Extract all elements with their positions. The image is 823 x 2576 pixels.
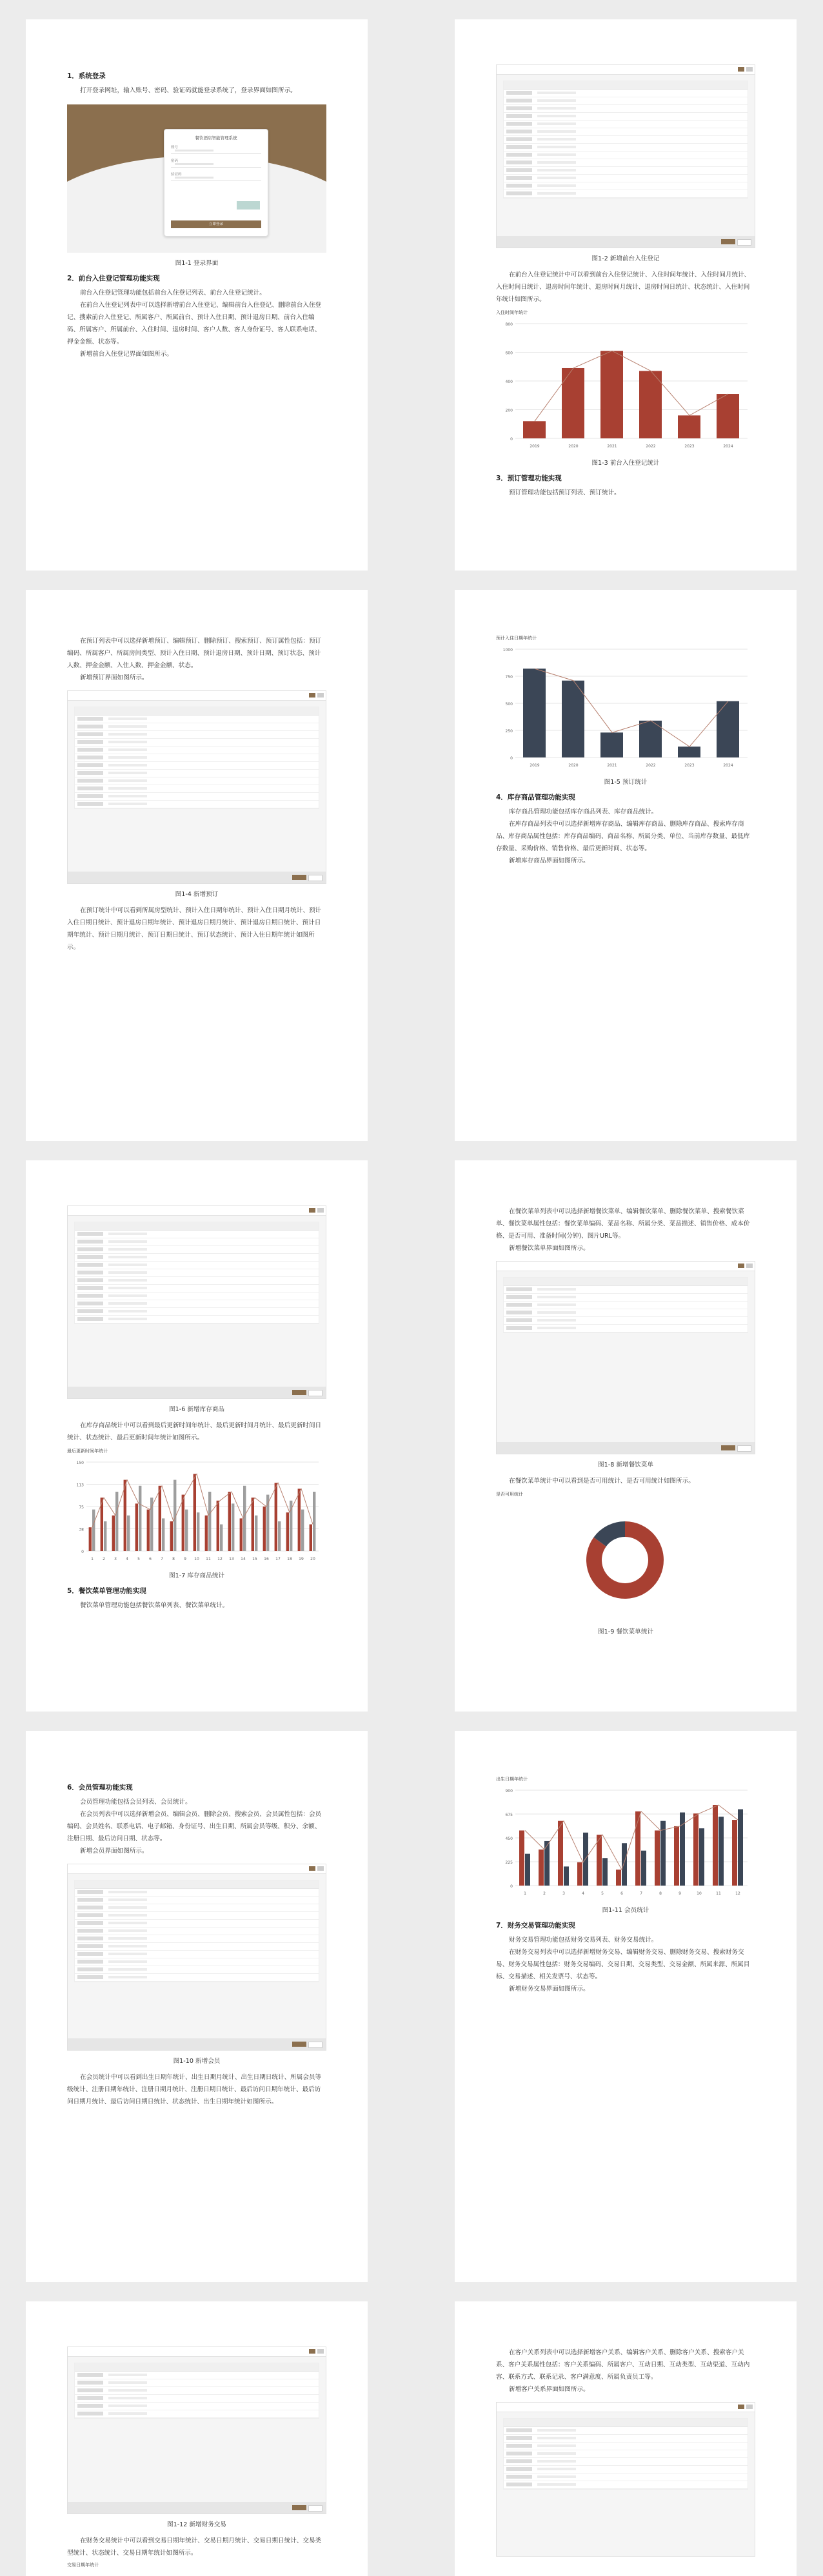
paragraph: 预订管理功能包括预订列表、预订统计。	[509, 489, 620, 496]
x-tick-label: 13	[229, 1557, 234, 1561]
paragraph: 在会员列表中可以选择新增会员、编辑会员、删除会员、搜索会员、会员属性包括：会员编码、会员姓名、联系电话、电子邮箱、身份证号、出生日期、所属会员等级、积分、余额、注册日期、最后访问日期、状态等。	[67, 1811, 322, 1842]
bar	[577, 1862, 582, 1886]
paragraph: 新增会员界面如图所示。	[80, 1848, 148, 1855]
bar	[635, 1811, 640, 1886]
x-tick-label: 6	[149, 1557, 152, 1561]
x-tick-label: 12	[735, 1891, 740, 1896]
y-tick-label: 75	[79, 1505, 84, 1510]
bar	[263, 1507, 266, 1551]
paragraph: 在预订列表中可以选择新增预订、编辑预订、删除预订、搜索预订、预订属性包括：预订编码、所属客户、所属房间类型、预计入住日期、预计退房日期、预计日期、预订状态、预计人数、押金金额、入住人数、押金金额、状态。	[67, 638, 322, 669]
submit-button[interactable]	[721, 239, 735, 244]
x-tick-label: 2	[543, 1891, 546, 1896]
x-tick-label: 10	[697, 1891, 702, 1896]
document-page-2	[455, 19, 797, 571]
bar	[678, 746, 700, 757]
x-tick-label: 2024	[723, 763, 733, 768]
y-tick-label: 225	[505, 1860, 513, 1865]
document-page-8	[455, 1731, 797, 2282]
document-page-3	[26, 590, 368, 1141]
bar	[600, 732, 623, 757]
x-tick-label: 2019	[530, 763, 540, 768]
bar	[205, 1516, 208, 1551]
x-tick-label: 20	[310, 1557, 315, 1561]
section-heading: 5．餐饮菜单管理功能实现	[67, 1587, 146, 1595]
bar-chart-2	[496, 643, 754, 772]
y-tick-label: 800	[505, 322, 513, 327]
bar	[162, 1518, 164, 1551]
document-page-10	[455, 2301, 797, 2576]
bar	[717, 701, 739, 757]
y-tick-label: 675	[505, 1813, 513, 1817]
chart-title: 交易日期年统计	[67, 2562, 99, 2568]
chart-1	[496, 309, 755, 453]
x-tick-label: 7	[640, 1891, 642, 1896]
figure-caption: 图1-8 新增餐饮菜单	[598, 1461, 653, 1469]
submit-button[interactable]	[292, 1390, 306, 1395]
bar	[208, 1492, 211, 1551]
paragraph: 在餐饮菜单列表中可以选择新增餐饮菜单、编辑餐饮菜单、删除餐饮菜单、搜索餐饮菜单、餐饮菜单属性包括：餐饮菜单编码、菜品名称、所属分类、菜品描述、销售价格、成本价格、是否可用、准备时间(分钟)、图片URL等。	[496, 1208, 750, 1240]
bar	[602, 1858, 608, 1886]
bar	[240, 1518, 243, 1551]
paragraph: 财务交易管理功能包括财务交易列表、财务交易统计。	[509, 1937, 658, 1944]
y-tick-label: 150	[76, 1461, 84, 1465]
username-label: 账号	[171, 146, 179, 150]
captcha-image[interactable]	[237, 201, 260, 210]
cancel-button[interactable]	[737, 1445, 751, 1452]
bar	[562, 368, 584, 438]
paragraph: 新增客户关系界面如图所示。	[509, 2386, 590, 2393]
bar	[278, 1521, 281, 1551]
bar	[275, 1483, 277, 1551]
x-tick-label: 2023	[684, 444, 695, 449]
chart-title: 出生日期年统计	[496, 1777, 528, 1782]
paragraph: 新增前台入住登记界面如图所示。	[80, 351, 173, 358]
section-heading: 7．财务交易管理功能实现	[496, 1922, 575, 1929]
x-tick-label: 1	[91, 1557, 94, 1561]
bar	[150, 1498, 153, 1551]
paragraph: 在会员统计中可以看到出生日期年统计、出生日期月统计、出生日期日统计、所属会员等级统计、注册日期年统计、注册日期月统计、注册日期日统计、最后访问日期年统计、最后访问日期月统计、最后访问日期日统计、状态统计、出生日期年统计如图所示。	[67, 2074, 322, 2105]
paragraph: 在预订统计中可以看到所属房型统计、预计入住日期年统计、预计入住日期月统计、预计入住日期日统计、预计退房日期年统计、预计退房日期月统计、预计退房日期日统计、预计日期年统计、预计日期月统计、预订日期日统计、预订状态统计、预计入住日期年统计如图所示。	[67, 907, 322, 951]
figure-caption: 图1-1 登录界面	[175, 260, 219, 267]
paragraph: 在库存商品列表中可以选择新增库存商品、编辑库存商品、删除库存商品、搜索库存商品、库存商品属性包括：库存商品编码、商品名称、所属分类、单位、当前库存数量、最低库存数量、采购价格、销售价格、最后更新时间、状态等。	[496, 821, 750, 852]
bar	[104, 1521, 106, 1551]
paragraph: 新增财务交易界面如图所示。	[509, 1986, 590, 1993]
y-tick-label: 0	[510, 1884, 513, 1889]
x-tick-label: 17	[275, 1557, 281, 1561]
submit-button[interactable]	[292, 2042, 306, 2047]
y-tick-label: 900	[505, 1789, 513, 1793]
x-tick-label: 11	[716, 1891, 721, 1896]
submit-button[interactable]	[292, 2505, 306, 2510]
x-tick-label: 2021	[607, 444, 617, 449]
x-tick-label: 3	[114, 1557, 117, 1561]
bar	[519, 1830, 524, 1886]
bar	[525, 1854, 530, 1886]
bar	[719, 1817, 724, 1886]
x-tick-label: 2019	[530, 444, 540, 449]
bar	[699, 1828, 704, 1886]
login-box	[164, 129, 268, 237]
bar	[693, 1813, 699, 1886]
section-heading: 6．会员管理功能实现	[67, 1784, 133, 1791]
x-tick-label: 19	[299, 1557, 304, 1561]
bar	[252, 1498, 254, 1551]
document-page-9	[26, 2301, 368, 2576]
x-tick-label: 1	[524, 1891, 526, 1896]
cancel-button[interactable]	[308, 1390, 322, 1396]
bar	[678, 415, 700, 438]
paragraph: 在客户关系列表中可以选择新增客户关系、编辑客户关系、删除客户关系、搜索客户关系、客户关系属性包括：客户关系编码、所属客户、互动日期、互动类型、互动渠道、互动内容、联系方式、联系记录、客户满意度、所属负责员工等。	[496, 2349, 750, 2381]
x-tick-label: 10	[194, 1557, 199, 1561]
x-tick-label: 8	[172, 1557, 175, 1561]
paragraph: 新增库存商品界面如图所示。	[509, 857, 590, 864]
document-page-1	[26, 19, 368, 571]
paragraph: 在前台入住登记统计中可以看到前台入住登记统计、入住时间年统计、入住时间月统计、入住时间日统计、退房时间年统计、退房时间月统计、退房时间日统计、状态统计、入住时间年统计如图所示。	[496, 271, 751, 303]
form-screenshot	[67, 690, 326, 884]
cancel-button[interactable]	[308, 2505, 322, 2512]
bar	[243, 1486, 246, 1551]
captcha-label: 验证码	[171, 173, 182, 177]
x-tick-label: 8	[659, 1891, 662, 1896]
document-page-4	[455, 590, 797, 1141]
paragraph: 在财务交易列表中可以选择新增财务交易、编辑财务交易、删除财务交易、搜索财务交易、财务交易属性包括：财务交易编码、交易日期、交易类型、交易金额、所属来源、所属目标、交易描述、相关发票号、状态等。	[496, 1949, 750, 1980]
document-page-5	[26, 1160, 368, 1712]
x-tick-label: 2024	[723, 444, 733, 449]
figure-caption: 图1-7 库存商品统计	[169, 1572, 224, 1579]
x-tick-label: 16	[264, 1557, 269, 1561]
bar	[217, 1501, 219, 1551]
x-tick-label: 15	[252, 1557, 257, 1561]
chart-5	[496, 1776, 755, 1900]
chart-title: 入住时间年统计	[496, 310, 528, 315]
paragraph: 在前台入住登记列表中可以选择新增前台入住登记、编辑前台入住登记、删除前台入住登记、搜索前台入住登记、所属客户、所属前台、预计入住日期、预计退房日期、前台入住编码、所属客户、所属前台、入住时间、退房时间、客户人数、客人身份证号、客人联系电话、押金金额、状态等。	[67, 302, 322, 346]
document-page-7	[26, 1731, 368, 2282]
bar	[193, 1474, 196, 1551]
paragraph: 会员管理功能包括会员列表、会员统计。	[80, 1799, 192, 1806]
trend-line	[525, 1805, 738, 1869]
bar	[286, 1512, 289, 1551]
x-tick-label: 2	[103, 1557, 105, 1561]
bar	[655, 1830, 660, 1886]
bar	[639, 371, 662, 438]
x-tick-label: 14	[241, 1557, 246, 1561]
bar	[713, 1805, 718, 1886]
form-screenshot	[496, 1261, 755, 1454]
bar	[738, 1810, 743, 1886]
bar	[298, 1488, 301, 1551]
x-tick-label: 4	[582, 1891, 584, 1896]
x-tick-label: 4	[126, 1557, 128, 1561]
y-tick-label: 1000	[502, 648, 513, 652]
form-screenshot	[67, 2347, 326, 2514]
bar	[135, 1503, 138, 1551]
bar	[228, 1492, 231, 1551]
x-tick-label: 3	[562, 1891, 565, 1896]
section-heading: 1．系统登录	[67, 72, 106, 80]
form-screenshot	[67, 1205, 326, 1399]
bar	[139, 1486, 141, 1551]
paragraph: 打开登录网址，输入账号、密码、验证码就能登录系统了，登录界面如图所示。	[80, 87, 297, 94]
bar	[170, 1521, 173, 1551]
y-tick-label: 38	[79, 1527, 84, 1532]
y-tick-label: 250	[505, 729, 513, 734]
x-tick-label: 5	[601, 1891, 604, 1896]
y-tick-label: 400	[505, 380, 513, 384]
paragraph: 新增餐饮菜单界面如图所示。	[509, 1245, 590, 1252]
bar-chart-3	[67, 1456, 325, 1565]
login-button[interactable]: 立即登录	[171, 220, 261, 228]
x-tick-label: 2021	[607, 763, 617, 768]
bar	[732, 1820, 737, 1886]
figure-caption: 图1-9 餐饮菜单统计	[598, 1628, 653, 1635]
paragraph: 在餐饮菜单统计中可以看到是否可用统计、是否可用统计如图所示。	[509, 1478, 695, 1485]
bar	[301, 1510, 304, 1551]
paragraph: 库存商品管理功能包括库存商品列表、库存商品统计。	[509, 808, 658, 815]
document-page-6	[455, 1160, 797, 1712]
figure-caption: 图1-5 预订统计	[604, 779, 648, 786]
x-tick-label: 11	[206, 1557, 211, 1561]
figure-caption: 图1-11 会员统计	[602, 1907, 649, 1914]
submit-button[interactable]	[721, 1445, 735, 1450]
bar	[159, 1486, 161, 1551]
x-tick-label: 6	[620, 1891, 623, 1896]
bar	[558, 1821, 563, 1886]
bar	[255, 1516, 257, 1551]
paragraph: 前台入住登记管理功能包括前台入住登记列表、前台入住登记统计。	[80, 289, 266, 297]
bar-chart-5	[496, 1784, 754, 1900]
figure-caption: 图1-2 新增前台入住登记	[591, 255, 660, 262]
paragraph: 新增预订界面如图所示。	[80, 674, 148, 681]
form-screenshot	[67, 1864, 326, 2051]
x-tick-label: 2020	[568, 763, 579, 768]
x-tick-label: 12	[217, 1557, 223, 1561]
bar	[310, 1525, 312, 1551]
x-tick-label: 9	[184, 1557, 186, 1561]
x-tick-label: 2020	[568, 444, 579, 449]
figure-caption: 图1-3 前台入住登记统计	[591, 460, 660, 467]
bar	[600, 351, 623, 438]
chart-4	[496, 1491, 755, 1621]
figure-caption: 图1-12 新增财务交易	[167, 2521, 226, 2528]
bar	[185, 1510, 188, 1551]
bar	[124, 1480, 126, 1551]
paragraph: 餐饮菜单管理功能包括餐饮菜单列表、餐饮菜单统计。	[80, 1602, 229, 1609]
figure-caption: 图1-10 新增会员	[173, 2058, 221, 2065]
paragraph: 在财务交易统计中可以看到交易日期年统计、交易日期月统计、交易日期日统计、交易类型统计、状态统计、交易日期年统计如图所示。	[67, 2537, 322, 2557]
paragraph: 在库存商品统计中可以看到最后更新时间年统计、最后更新时间月统计、最后更新时间日统计、状态统计、最后更新时间年统计如图所示。	[67, 1422, 322, 1441]
y-tick-label: 750	[505, 675, 513, 679]
form-screenshot	[496, 2402, 755, 2557]
section-heading: 4．库存商品管理功能实现	[496, 794, 575, 801]
y-tick-label: 0	[510, 437, 513, 442]
bar	[641, 1851, 646, 1886]
section-heading: 2．前台入住登记管理功能实现	[67, 275, 160, 282]
bar	[147, 1510, 150, 1551]
x-tick-label: 18	[287, 1557, 292, 1561]
bar	[115, 1492, 118, 1551]
x-tick-label: 5	[137, 1557, 140, 1561]
chart-title: 预计入住日期年统计	[496, 636, 537, 641]
bar	[89, 1527, 92, 1551]
bar	[523, 421, 546, 438]
bar	[622, 1843, 627, 1886]
bar	[564, 1866, 569, 1886]
bar	[127, 1516, 130, 1551]
form-screenshot	[496, 64, 755, 248]
bar	[197, 1512, 199, 1551]
bar	[92, 1510, 95, 1551]
pie-chart	[496, 1499, 754, 1621]
y-tick-label: 500	[505, 702, 513, 707]
cancel-button[interactable]	[308, 875, 322, 881]
password-label: 密码	[171, 159, 179, 163]
chart-3	[67, 1448, 326, 1565]
bar	[220, 1525, 223, 1551]
x-tick-label: 9	[679, 1891, 681, 1896]
bar	[562, 681, 584, 757]
chart-2	[496, 635, 755, 772]
bar	[182, 1495, 184, 1551]
x-tick-label: 2023	[684, 763, 695, 768]
bar-chart-1	[496, 317, 754, 453]
figure-caption: 图1-6 新增库存商品	[169, 1406, 224, 1413]
y-tick-label: 200	[505, 408, 513, 413]
bar	[674, 1826, 679, 1886]
cancel-button[interactable]	[308, 2042, 322, 2048]
bar	[639, 721, 662, 757]
bar	[523, 668, 546, 757]
y-tick-label: 600	[505, 351, 513, 356]
section-heading: 3．预订管理功能实现	[496, 474, 562, 482]
y-tick-label: 0	[510, 756, 513, 761]
cancel-button[interactable]	[737, 239, 751, 246]
login-title: 餐饮酒店智能管理系统	[195, 135, 237, 141]
y-tick-label: 0	[81, 1550, 84, 1554]
bar	[313, 1492, 315, 1551]
x-tick-label: 7	[161, 1557, 163, 1561]
login-screenshot	[67, 104, 326, 253]
bar	[112, 1516, 115, 1551]
bar	[616, 1869, 621, 1886]
submit-button[interactable]	[292, 875, 306, 880]
bar	[544, 1841, 550, 1886]
chart-title: 最后更新时间年统计	[67, 1449, 108, 1454]
x-tick-label: 2022	[646, 763, 656, 768]
y-tick-label: 113	[76, 1483, 84, 1488]
x-tick-label: 2022	[646, 444, 656, 449]
bar	[539, 1849, 544, 1886]
chart-title: 是否可用统计	[496, 1492, 523, 1497]
bar	[717, 394, 739, 438]
figure-caption: 图1-4 新增预订	[175, 891, 219, 898]
bar	[232, 1503, 234, 1551]
y-tick-label: 450	[505, 1837, 513, 1841]
